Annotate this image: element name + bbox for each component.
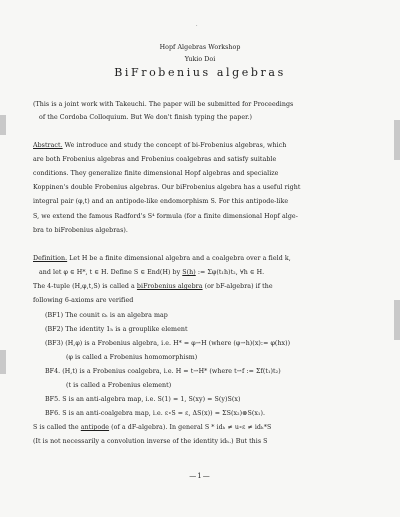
binder-hole-mark: [0, 115, 6, 135]
axiom-line: (BF1) The counit εₕ is an algebra map: [45, 312, 168, 319]
definition-line: and let φ ∈ H*, t ∈ H. Define S ∈ End(H) by S(h) := Σφ(t₁h)t₂, ∀h ∈ H.: [39, 269, 265, 276]
binder-hole-mark: [394, 300, 400, 340]
speck: ·: [196, 23, 198, 29]
page-number: —1—: [189, 472, 211, 480]
axiom-line: BF6. S is an anti-coalgebra map, i.e. ε∘S = ε, ΔS(x)) = ΣS(x₂)⊗S(x₁).: [45, 410, 266, 417]
workshop-name: Hopf Algebras Workshop: [159, 44, 241, 51]
binder-hole-mark: [394, 120, 400, 160]
definition-line: S is called the antipode (of a dF-algebra). In general S * idₕ ≠ u∘ε ≠ idₕ*S: [33, 424, 272, 431]
definition-line: following 6-axioms are verified: [33, 297, 134, 304]
abstract-label: Abstract.: [33, 142, 63, 149]
abstract-line: S, we extend the famous Radford's S⁴ formula (for a finite dimensional Hopf alge-: [33, 213, 298, 220]
definition-line: Definition. Let H be a finite dimensional algebra and a coalgebra over a field k,: [33, 255, 291, 262]
definition-line: (It is not necessarily a convolution inverse of the identity idₕ.) But this S: [33, 438, 268, 445]
axiom-line: BF5. S is an anti-algebra map, i.e. S(1) = 1, S(xy) = S(y)S(x): [45, 396, 241, 403]
abstract-line: Koppinen's double Frobenius algebras. Our biFrobenius algebra has a useful right: [33, 184, 301, 191]
axiom-line: BF4. (H,t) is a Frobenius coalgebra, i.e. H = t⇀H* (where t⇀f := Σf(t₁)t₂): [45, 368, 281, 375]
axiom-line: (t is called a Frobenius element): [66, 382, 172, 389]
paper-title: BiFrobenius algebras: [114, 66, 286, 79]
author-name: Yukio Doi: [184, 56, 216, 63]
note-line: (This is a joint work with Takeuchi. The paper will be submitted for Proceedings: [33, 101, 294, 108]
abstract-line: conditions. They generalize finite dimensional Hopf algebras and specialize: [33, 170, 279, 177]
binder-hole-mark: [0, 350, 6, 374]
axiom-line: (BF2) The identity 1ₕ is a grouplike element: [45, 326, 188, 333]
definition-line: The 4-tuple (H,φ,t,S) is called a biFrobenius algebra (or bF-algebra) if the: [33, 283, 273, 290]
definition-label: Definition.: [33, 255, 68, 262]
abstract-line: Abstract. We introduce and study the concept of bi-Frobenius algebras, which: [33, 142, 287, 149]
note-line: of the Cordoba Colloquium. But We don't finish typing the paper.): [39, 114, 253, 121]
abstract-line: integral pair (φ,t) and an antipode-like endomorphism S. For this antipode-like: [33, 198, 289, 205]
abstract-line: bra to biFrobenius algebras).: [33, 227, 128, 234]
axiom-line: (φ is called a Frobenius homomorphism): [66, 354, 198, 361]
axiom-line: (BF3) (H,φ) is a Frobenius algebra, i.e. H* = φ⇀H (where (φ⇀h)(x):= φ(hx)): [45, 340, 291, 347]
abstract-line: are both Frobenius algebras and Frobenius coalgebras and satisfy suitable: [33, 156, 277, 163]
